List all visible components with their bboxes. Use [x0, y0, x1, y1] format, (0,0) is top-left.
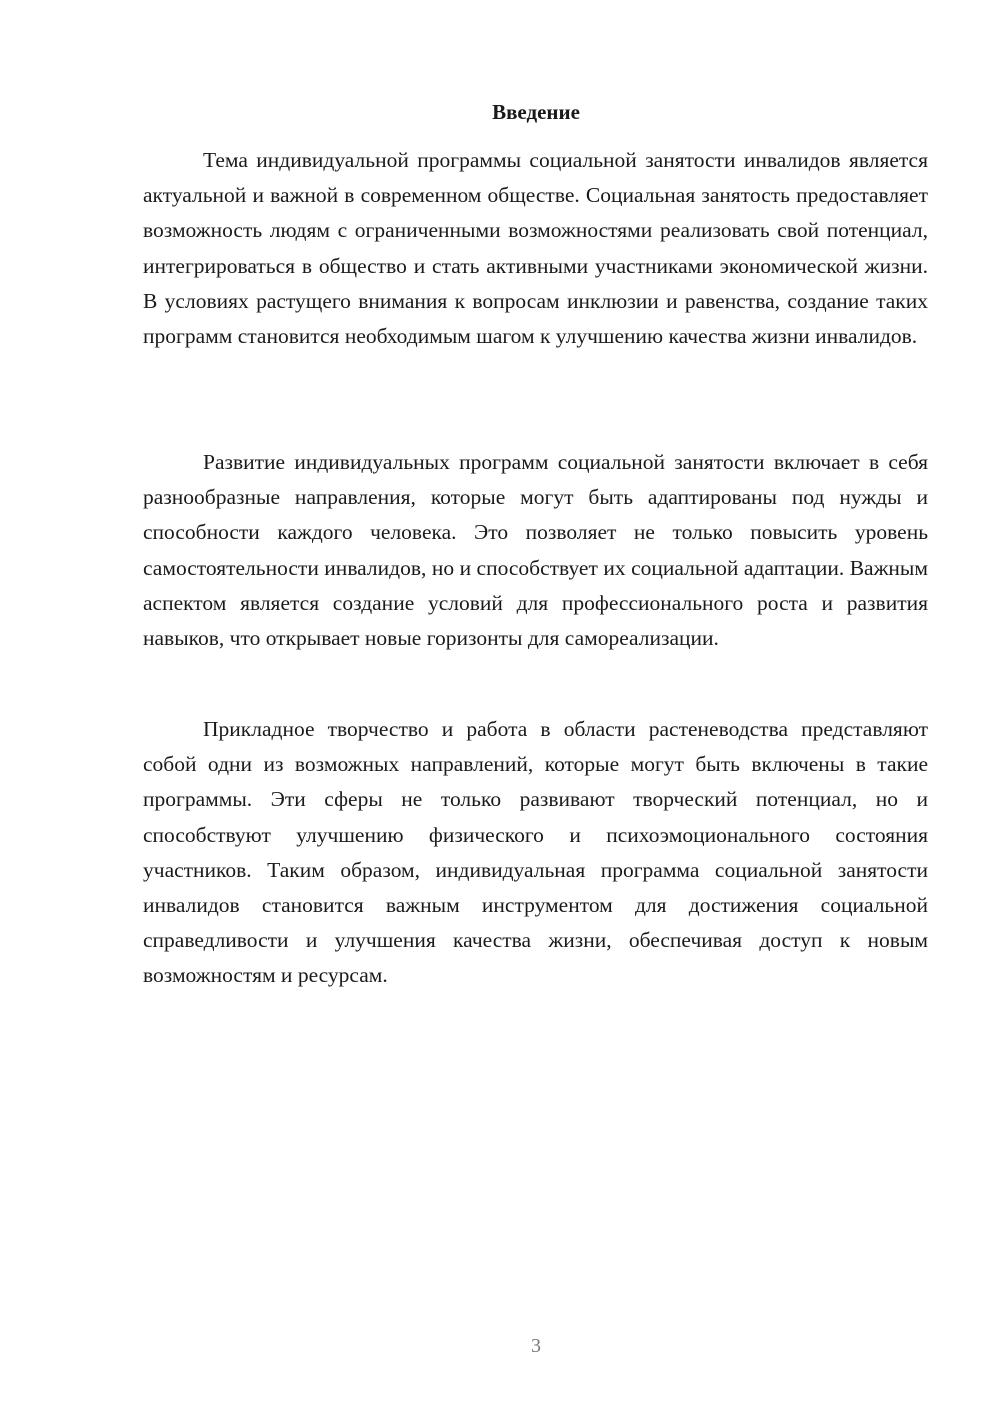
- page-number: 3: [531, 1335, 541, 1357]
- paragraph-1: Тема индивидуальной программы социальной занятости инвалидов является актуальной и важной в современном обществе. Социальная занятость предоставляет возможность людям с ограниченными возможностями реализовать свой потенциал, интегрироваться в общество и стать активными участниками экономической жизни. В условиях растущего внимания к вопросам инклюзии и равенства, создание таких программ становится необходимым шагом к улучшению качества жизни инвалидов.: [143, 148, 928, 349]
- paragraph-3: Прикладное творчество и работа в области растеневодства представляют собой одни из возможных направлений, которые могут быть включены в такие программы. Эти сферы не только развивают творческий потенциал, но и способствуют улучшению физического и психоэмоционального состояния участников. Таким образом, индивидуальная программа социальной занятости инвалидов становится важным инструментом для достижения социальной справедливости и улучшения качества жизни, обеспечивая доступ к новым возможностям и ресурсам.: [143, 717, 928, 988]
- paragraph-2: Развитие индивидуальных программ социальной занятости включает в себя разнообразные направления, которые могут быть адаптированы под нужды и способности каждого человека. Это позволяет не только повысить уровень самостоятельности инвалидов, но и способствует их социальной адаптации. Важным аспектом является создание условий для профессионального роста и развития навыков, что открывает новые горизонты для самореализации.: [143, 450, 928, 651]
- section-title: Введение: [492, 100, 580, 124]
